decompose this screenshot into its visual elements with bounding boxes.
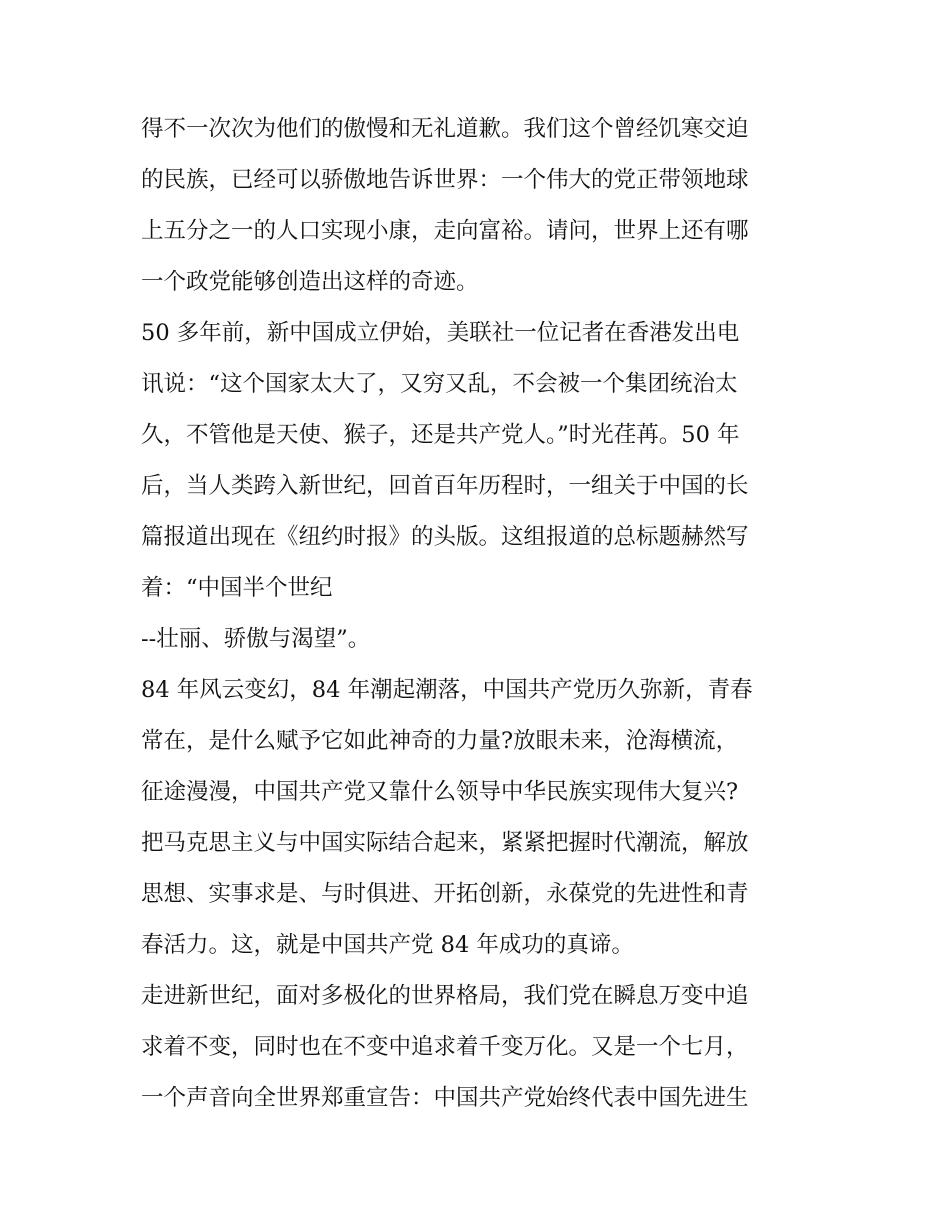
text-line: 篇报道出现在《纽约时报》的头版。这组报道的总标题赫然写 <box>141 524 749 550</box>
text-line: 84 年风云变幻，84 年潮起潮落，中国共产党历久弥新，青春 <box>141 677 753 703</box>
text-line: 把马克思主义与中国实际结合起来，紧紧把握时代潮流，解放 <box>141 830 749 856</box>
text-line: 一个声音向全世界郑重宣告：中国共产党始终代表中国先进生 <box>141 1085 749 1111</box>
text-line: --壮丽、骄傲与渴望”。 <box>141 626 371 652</box>
text-line: 50 多年前，新中国成立伊始，美联社一位记者在香港发出电 <box>141 320 740 346</box>
text-line: 春活力。这，就是中国共产党 84 年成功的真谛。 <box>141 932 634 958</box>
text-line: 着：“中国半个世纪 <box>141 575 333 601</box>
text-line: 后，当人类跨入新世纪，回首百年历程时，一组关于中国的长 <box>141 473 749 499</box>
text-line: 久，不管他是天使、猴子，还是共产党人。”时光荏苒。50 年 <box>141 422 740 448</box>
text-line: 上五分之一的人口实现小康，走向富裕。请问，世界上还有哪 <box>141 218 749 244</box>
text-line: 征途漫漫，中国共产党又靠什么领导中华民族实现伟大复兴? <box>141 779 739 805</box>
text-line: 讯说：“这个国家太大了，又穷又乱，不会被一个集团统治太 <box>141 371 738 397</box>
body-text <box>141 104 831 1124</box>
text-line: 得不一次次为他们的傲慢和无礼道歉。我们这个曾经饥寒交迫 <box>141 116 749 142</box>
text-line: 常在，是什么赋予它如此神奇的力量?放眼未来，沧海横流， <box>141 728 739 754</box>
text-line: 求着不变，同时也在不变中追求着千变万化。又是一个七月， <box>141 1034 749 1060</box>
text-line: 思想、实事求是、与时俱进、开拓创新，永葆党的先进性和青 <box>141 881 749 907</box>
text-line: 的民族，已经可以骄傲地告诉世界：一个伟大的党正带领地球 <box>141 167 749 193</box>
text-line: 一个政党能够创造出这样的奇迹。 <box>141 269 479 295</box>
text-line: 走进新世纪，面对多极化的世界格局，我们党在瞬息万变中追 <box>141 983 749 1009</box>
